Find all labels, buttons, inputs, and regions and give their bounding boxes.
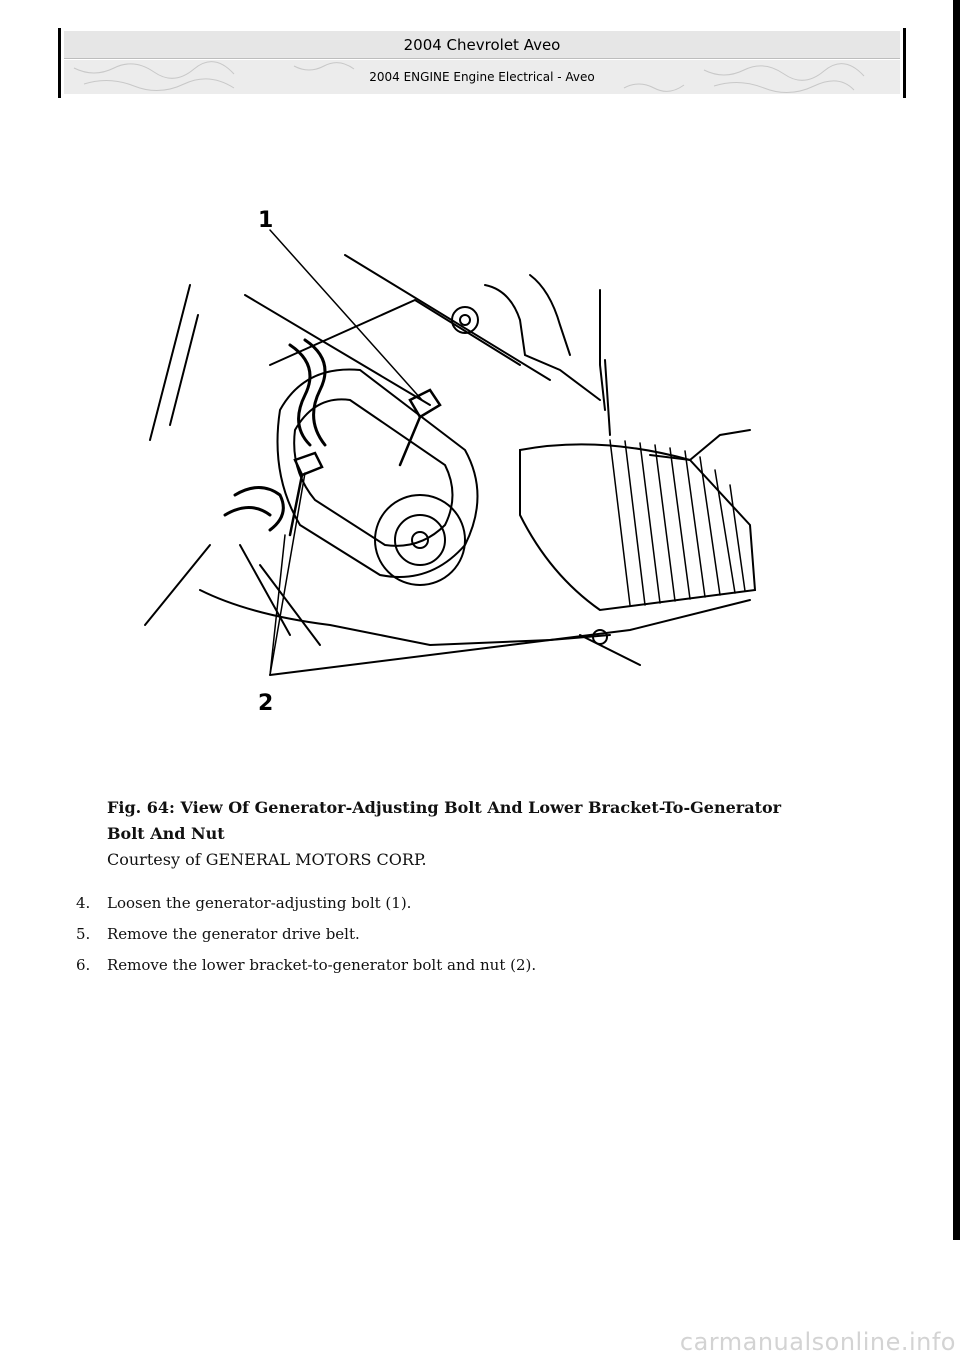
caption-title-cont: Bolt And Nut [107, 824, 225, 843]
wire-harness [225, 508, 270, 516]
figure-caption [107, 795, 887, 873]
step-number: 4. [76, 894, 91, 912]
lower-bolt [290, 453, 322, 535]
lower-mount [200, 590, 610, 645]
upper-bracket [600, 290, 605, 410]
site-watermark: carmanualsonline.info [679, 1328, 956, 1356]
upper-bracket [605, 360, 610, 435]
step-item [76, 955, 876, 986]
wire-harness [305, 340, 325, 445]
bottom-line [270, 600, 750, 675]
hose-line [650, 430, 750, 460]
frame-line [145, 545, 210, 625]
hose [520, 444, 755, 610]
step-number: 5. [76, 925, 91, 943]
housing-line [245, 295, 430, 405]
step-text: Remove the lower bracket-to-generator bolt and nut (2). [107, 956, 537, 974]
document-title-bar [64, 31, 900, 59]
callout-2: 2 [258, 691, 274, 716]
step-number: 6. [76, 956, 91, 974]
header-left-rule [58, 28, 61, 98]
hose-ribs [610, 440, 745, 605]
step-text: Remove the generator drive belt. [107, 925, 360, 943]
generator-figure [130, 195, 770, 725]
procedure-steps [76, 893, 876, 986]
wire-harness [290, 345, 310, 445]
document-subtitle-bar [64, 60, 900, 94]
upper-boss-inner [460, 315, 470, 325]
callout-1: 1 [258, 208, 274, 233]
frame-line [150, 285, 190, 440]
step-item [76, 924, 876, 955]
document-subtitle: 2004 ENGINE Engine Electrical - Aveo [369, 70, 595, 84]
caption-credit: Courtesy of GENERAL MOTORS CORP. [107, 850, 427, 869]
frame-line [170, 315, 198, 425]
leader-line-2 [270, 473, 305, 675]
caption-title: Fig. 64: View Of Generator-Adjusting Bolt And Lower Bracket-To-Generator [107, 798, 782, 817]
step-item [76, 893, 876, 924]
document-title: 2004 Chevrolet Aveo [403, 35, 561, 54]
header-right-rule [903, 28, 906, 98]
page-edge-rule [953, 0, 960, 1240]
pulley [375, 495, 465, 585]
bottom-line [580, 635, 640, 665]
upper-bracket [485, 285, 600, 400]
pulley-inner [395, 515, 445, 565]
upper-bracket [530, 275, 570, 355]
step-text: Loosen the generator-adjusting bolt (1). [107, 894, 412, 912]
